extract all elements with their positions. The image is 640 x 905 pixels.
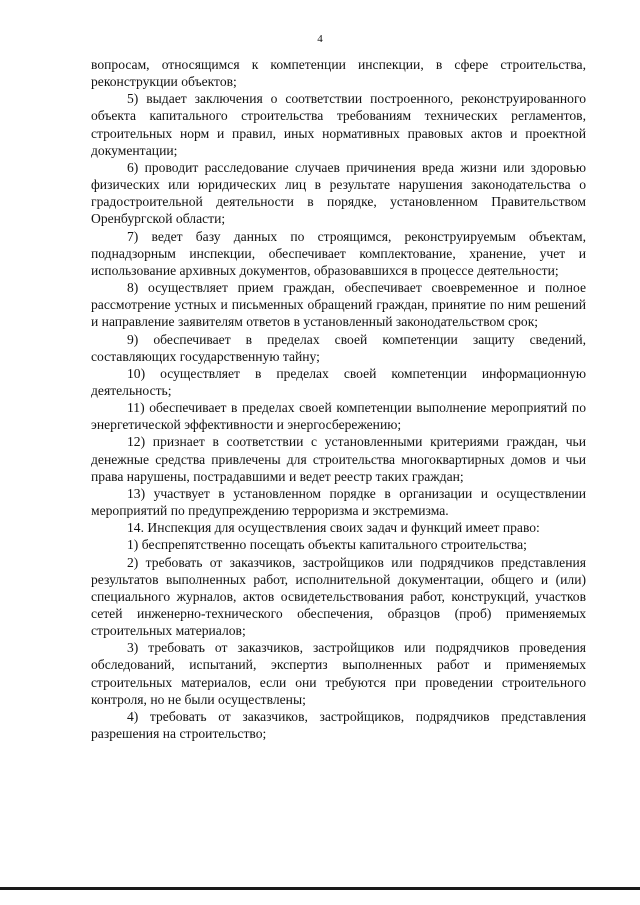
paragraph-section-14: 14. Инспекция для осуществления своих задач и функций имеет право: xyxy=(127,520,540,536)
paragraph-right-3: 3) требовать от заказчиков, застройщиков или подрядчиков проведения обследований, испытаний, экспертиз выполненных работ и применяемых строительных материалов, если они требуются при проведении строительного контроля, но не были осуществлены; xyxy=(91,640,586,707)
paragraph-item-13: 13) участвует в установленном порядке в организации и осуществлении мероприятий по предупреждению терроризма и экстремизма. xyxy=(91,485,586,519)
paragraph-item-11: 11) обеспечивает в пределах своей компетенции выполнение мероприятий по энергетической эффективности и энергосбережению; xyxy=(91,400,586,433)
paragraph-item-6: 6) проводит расследование случаев причинения вреда жизни или здоровью физических или юридических лиц в результате нарушения законодательства о градостроительной деятельности в порядке, установленном Правительством Оренбургской области; xyxy=(91,159,586,227)
paragraph-item-10: 10) осуществляет в пределах своей компетенции информационную деятельность; xyxy=(91,365,586,398)
page-number: 4 xyxy=(317,33,323,45)
paragraph-right-4: 4) требовать от заказчиков, застройщиков, подрядчиков представления разрешения на строительство; xyxy=(91,708,586,742)
paragraph-continuation: вопросам, относящимся к компетенции инспекции, в сфере строительства, реконструкции объектов; xyxy=(91,57,586,90)
paragraph-item-9: 9) обеспечивает в пределах своей компетенции защиту сведений, составляющих государственную тайну; xyxy=(91,331,586,364)
bottom-scan-edge xyxy=(0,887,640,890)
document-body xyxy=(91,56,586,742)
paragraph-item-8: 8) осуществляет прием граждан, обеспечивает своевременное и полное рассмотрение устных и письменных обращений граждан, принятие по ним решений и направление заявителям ответов в установленный законодательством срок; xyxy=(91,280,586,330)
paragraph-item-5: 5) выдает заключения о соответствии построенного, реконструированного объекта капитального строительства требованиям технических регламентов, строительных норм и правил, иных нормативных правовых актов и проектной документации; xyxy=(91,91,586,158)
paragraph-right-2: 2) требовать от заказчиков, застройщиков или подрядчиков представления результатов выполненных работ, исполнительной документации, общего и (или) специального журналов, актов освидетельствования работ, конструкций, участков сетей инженерно-технического обеспечения, образцов (проб) применяемых строительных материалов; xyxy=(91,554,586,639)
paragraph-right-1: 1) беспрепятственно посещать объекты капитального строительства; xyxy=(127,537,527,553)
paragraph-item-7: 7) ведет базу данных по строящимся, реконструируемым объектам, поднадзорным инспекции, обеспечивает комплектование, хранение, учет и использование архивных документов, образовавшихся в процессе деятельности; xyxy=(91,228,586,278)
paragraph-item-12: 12) признает в соответствии с установленными критериями граждан, чьи денежные средства привлечены для строительства многоквартирных домов и чьи права нарушены, пострадавшими и ведет реестр таких граждан; xyxy=(91,434,586,484)
